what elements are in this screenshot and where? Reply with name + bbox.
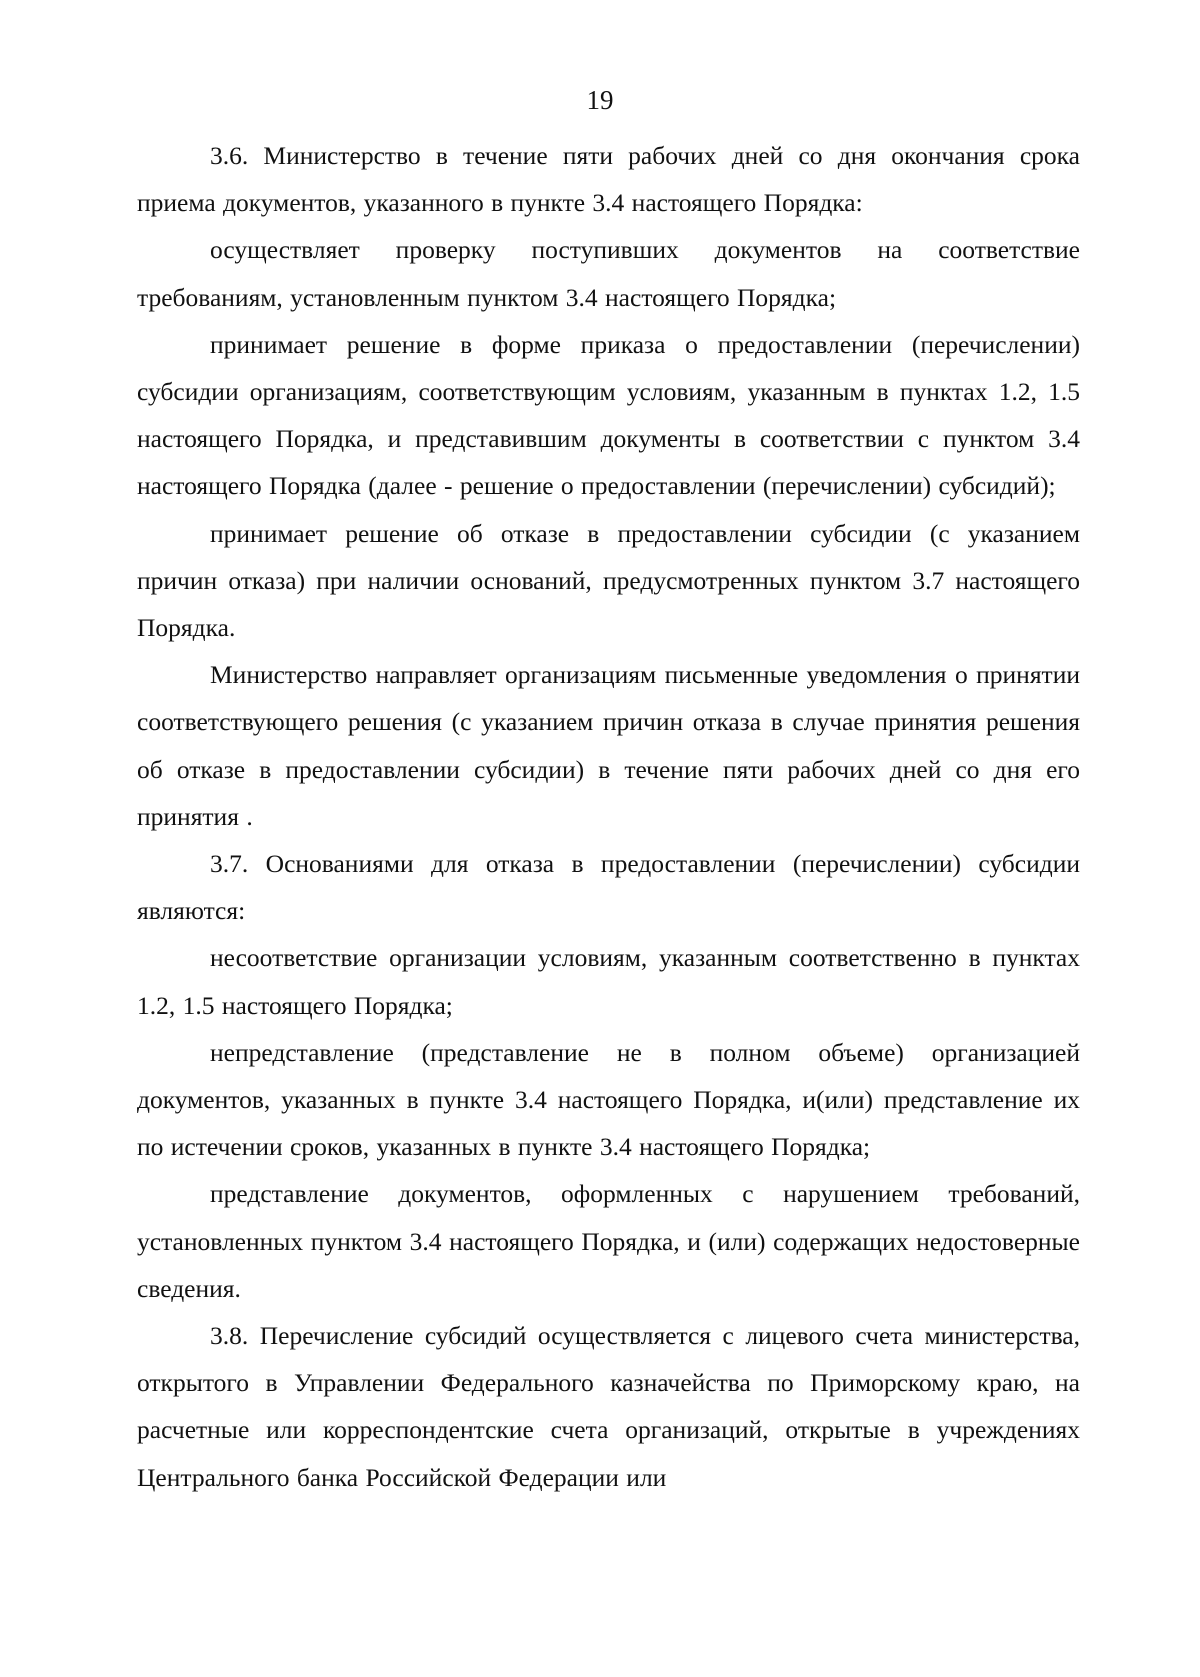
paragraph-3-6: 3.6. Министерство в течение пяти рабочих дней со дня окончания срока приема документов, указанного в пункте 3.4 настоящего Порядка: [137, 141, 1080, 218]
paragraph-checks-documents: осуществляет проверку поступивших документов на соответствие требованиям, установленным пунктом 3.4 настоящего Порядка; [137, 235, 1080, 312]
paragraph-notifications: Министерство направляет организациям письменные уведомления о принятии соответствующего решения (с указанием причин отказа в случае принятия решения об отказе в предоставлении субсидии) в течение пяти рабочих дней со дня его принятия . [137, 660, 1080, 831]
page-number: 19 [586, 85, 614, 115]
paragraph-invalid-documents: представление документов, оформленных с нарушением требований, установленных пунктом 3.4 настоящего Порядка, и (или) содержащих недостоверные сведения. [137, 1179, 1080, 1303]
paragraph-nonconformity: несоответствие организации условиям, указанным соответственно в пунктах 1.2, 1.5 настоящего Порядка; [137, 943, 1080, 1020]
paragraph-3-7: 3.7. Основаниями для отказа в предоставлении (перечислении) субсидии являются: [137, 849, 1080, 926]
paragraph-grant-decision: принимает решение в форме приказа о предоставлении (перечислении) субсидии организациям, соответствующим условиям, указанным в пунктах 1.2, 1.5 настоящего Порядка, и представившим документы в соответствии с пунктом 3.4 настоящего Порядка (далее - решение о предоставлении (перечислении) субсидий); [137, 329, 1080, 501]
paragraph-refusal-decision: принимает решение об отказе в предоставлении субсидии (с указанием причин отказа) при наличии оснований, предусмотренных пунктом 3.7 настоящего Порядка. [137, 518, 1080, 643]
page-body [137, 132, 1080, 1501]
paragraph-missing-documents: непредставление (представление не в полном объеме) организацией документов, указанных в пункте 3.4 настоящего Порядка, и(или) представление их по истечении сроков, указанных в пункте 3.4 настоящего Порядка; [137, 1037, 1080, 1162]
paragraph-3-8: 3.8. Перечисление субсидий осуществляется с лицевого счета министерства, открытого в Управлении Федерального казначейства по Приморскому краю, на расчетные или корреспондентские счета организаций, открытые в учреждениях Центрального банка Российской Федерации или [137, 1321, 1080, 1492]
